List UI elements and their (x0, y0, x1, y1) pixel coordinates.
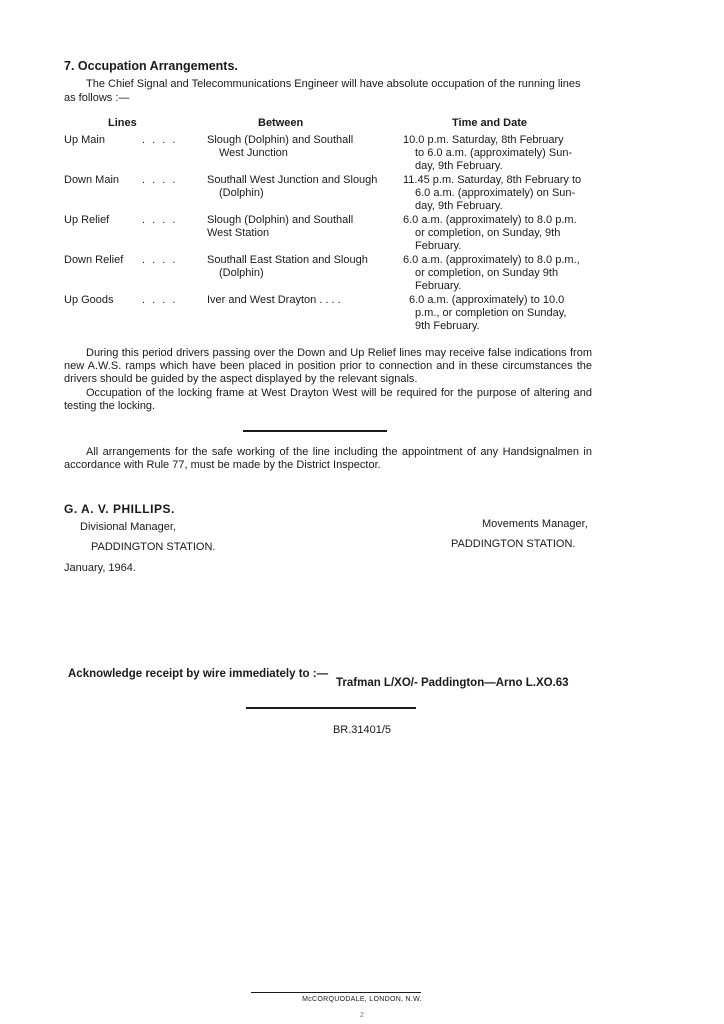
row-time: 10.0 p.m. Saturday, 8th February to 6.0 a.m. (approximately) Sun- day, 9th February. (403, 134, 573, 172)
row-dots: . . . . (142, 254, 178, 266)
false-indications-paragraph: During this period drivers passing over the Down and Up Relief lines may receive false indications from new A.W.S. ramps which have been placed in position prior to connection and in these circumstances the drivers should be guided by the aspect displayed by the relevant signals. (64, 347, 592, 385)
intro-paragraph: The Chief Signal and Telecommunications Engineer will have absolute occupation of the running lines as follows :— (64, 78, 581, 104)
row-line: Up Main (64, 134, 105, 146)
row-dots: . . . . (142, 134, 178, 146)
footer-rule (251, 992, 421, 993)
signatory-name: G. A. V. PHILLIPS. (64, 502, 175, 516)
acknowledge-label: Acknowledge receipt by wire immediately to :— (68, 668, 329, 680)
row-line: Down Main (64, 174, 120, 186)
locking-frame-paragraph: Occupation of the locking frame at West Drayton West will be required for the purpose of altering and testing the locking. (64, 387, 592, 412)
document-date: January, 1964. (64, 562, 136, 574)
row-between: Iver and West Drayton . . . . (207, 294, 341, 306)
right-title: Movements Manager, (482, 518, 588, 530)
right-station: PADDINGTON STATION. (451, 538, 576, 550)
row-dots: . . . . (142, 174, 178, 186)
row-time: 6.0 a.m. (approximately) to 10.0 p.m., or completion on Sunday, 9th February. (409, 294, 567, 332)
row-time: 6.0 a.m. (approximately) to 8.0 p.m., or completion, on Sunday 9th February. (403, 254, 580, 292)
header-lines: Lines (108, 117, 137, 129)
left-title: Divisional Manager, (80, 521, 176, 533)
divider-rule (246, 707, 416, 709)
row-line: Up Goods (64, 294, 114, 306)
header-between: Between (258, 117, 304, 129)
acknowledge-address: Trafman L/XO/- Paddington—Arno L.XO.63 (336, 677, 569, 689)
row-line: Up Relief (64, 214, 110, 226)
page-number: 2 (360, 1012, 364, 1019)
reference-number: BR.31401/5 (332, 724, 392, 736)
row-time: 11.45 p.m. Saturday, 8th February to 6.0 a.m. (approximately) on Sun- day, 9th February. (403, 174, 582, 212)
left-station: PADDINGTON STATION. (91, 541, 216, 553)
row-between: Southall East Station and Slough (Dolphin) (207, 254, 368, 279)
row-between: Southall West Junction and Slough (Dolphin) (207, 174, 378, 199)
divider-rule (243, 430, 387, 432)
section-title: 7. Occupation Arrangements. (64, 59, 238, 73)
row-dots: . . . . (142, 214, 178, 226)
row-time: 6.0 a.m. (approximately) to 8.0 p.m. or completion, on Sunday, 9th February. (403, 214, 577, 252)
row-line: Down Relief (64, 254, 124, 266)
header-time: Time and Date (452, 117, 527, 129)
row-dots: . . . . (142, 294, 178, 306)
arrangements-paragraph: All arrangements for the safe working of the line including the appointment of any Handsignalmen in accordance with Rule 77, must be made by the District Inspector. (64, 446, 592, 471)
row-between: Slough (Dolphin) and Southall West Junction (207, 134, 354, 159)
row-between: Slough (Dolphin) and Southall West Station (207, 214, 354, 239)
printer-imprint: McCORQUODALE, LONDON, N.W. (302, 996, 422, 1003)
